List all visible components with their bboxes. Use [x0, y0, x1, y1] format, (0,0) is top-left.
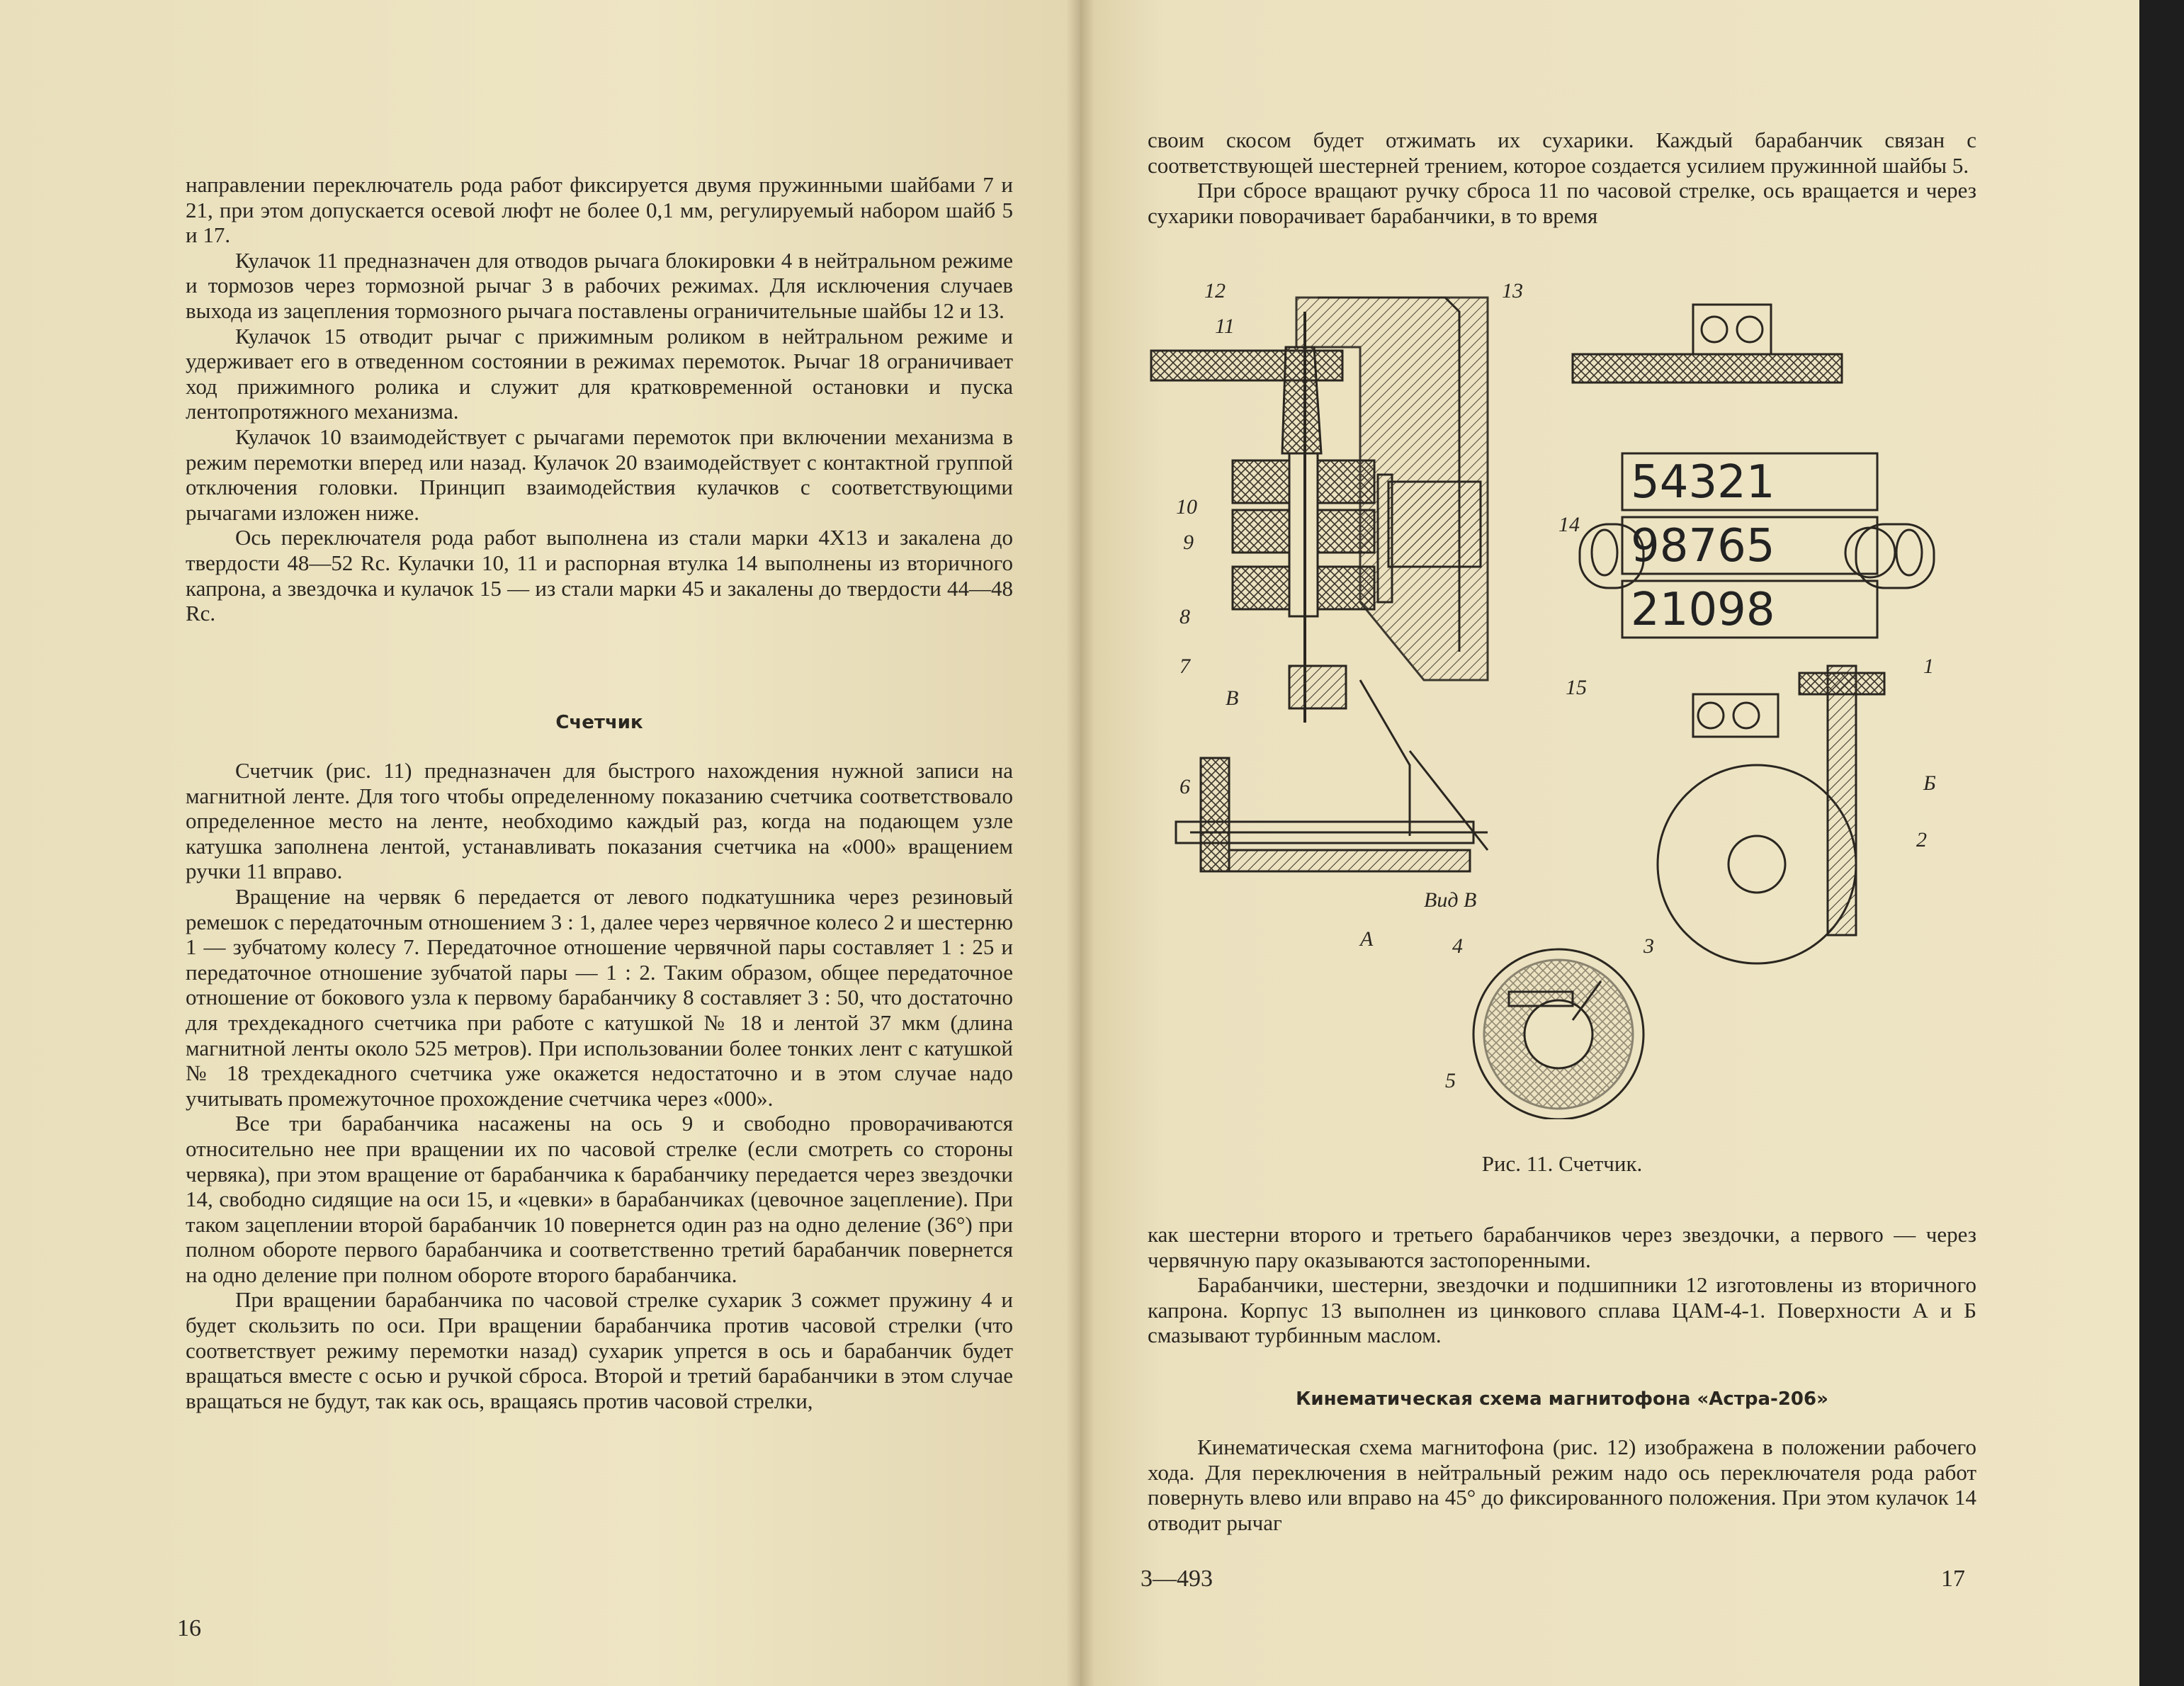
figure-caption: Рис. 11. Счетчик.: [1481, 1151, 1643, 1176]
label-1: 1: [1923, 655, 1934, 678]
paragraph: Все три барабанчика насажены на ось 9 и свободно проворачиваются относительно нее при вращении их по часовой стрелке (если смотреть со стороны червяка), при этом вращение от барабанчика к барабанчику передается через звездочки 14, свободно сидящие на оси 15, и «цевки» в барабанчиках (цевочное зацепление). При таком зацеплении второй барабанчик 10 повернется один раз на одно деление (36°) при полном обороте первого барабанчика и соответственно третий барабанчик повернется на одно деление при полном обороте второго барабанчика.: [186, 1111, 1013, 1287]
right-text-middle: [1148, 1222, 1976, 1348]
left-text-bottom: [186, 758, 1013, 1413]
counter-figure: [1148, 269, 1976, 1119]
paragraph: Ось переключателя рода работ выполнена из стали марки 4Х13 и закалена до твердости 48—52 Rc. Кулачки 10, 11 и распорная втулка 14 выполнены из вторичного капрона, а звездочка и кулачок 15 — из стали марки 45 и закалены до твердости 44—48 Rc.: [186, 525, 1013, 626]
paragraph: При вращении барабанчика по часовой стрелке сухарик 3 сожмет пружину 4 и будет скользить по оси. При вращении барабанчика против часовой стрелки (что соответствует режиму перемотки назад) сухарик упрется в ось и барабанчик будет вращаться вместе с осью и ручкой сброса. Второй и третий барабанчики в этом случае вращаться не будут, так как ось, вращаясь против часовой стрелки,: [186, 1287, 1013, 1413]
paragraph: как шестерни второго и третьего барабанчиков через звездочки, а первого — через червячную пару оказываются застопоренными.: [1148, 1222, 1976, 1272]
label-11: 11: [1215, 315, 1235, 338]
paragraph: Кулачок 10 взаимодействует с рычагами перемоток при включении механизма в режим перемотки вперед или назад. Кулачок 20 взаимодействует с контактной группой отключения головки. Принцип взаимодействия кулачков с соответствующими рычагами изложен ниже.: [186, 424, 1013, 525]
paragraph: Кулачок 11 предназначен для отводов рычага блокировки 4 в нейтральном режиме и тормозов через тормозной рычаг 3 в рабочих режимах. Для исключения случаев выхода из зацепления тормозного рычага поставлены ограничительные шайбы 12 и 13.: [186, 247, 1013, 323]
paragraph: Кинематическая схема магнитофона (рис. 12) изображена в положении рабочего хода. Для переключения в нейтральный режим надо ось переключателя рода работ повернуть влево или вправо на 45° до фиксированного положения. При этом кулачок 14 отводит рычаг: [1148, 1435, 1976, 1535]
paragraph: своим скосом будет отжимать их сухарики. Каждый барабанчик связан с соответствующей шестерней трением, которое создается усилием пружинной шайбы 5.: [1148, 128, 1976, 178]
counter-row-2: 98765: [1631, 520, 1775, 572]
label-15: 15: [1566, 676, 1587, 699]
label-b: Б: [1923, 771, 1936, 795]
right-text-end: [1148, 1435, 1976, 1535]
paragraph: Барабанчики, шестерни, звездочки и подшипники 12 изготовлены из вторичного капрона. Корпус 13 выполнен из цинкового сплава ЦАМ-4-1. Поверхности А и Б смазывают турбинным маслом.: [1148, 1272, 1976, 1348]
scan-edge: [2139, 0, 2184, 1686]
counter-digits: [1631, 456, 1775, 636]
section-heading-counter: Счетчик: [555, 712, 643, 733]
label-5: 5: [1445, 1069, 1456, 1092]
signature-mark: 3—493: [1141, 1566, 1213, 1592]
page-number-left: 16: [177, 1615, 201, 1641]
section-view: [1151, 298, 1488, 871]
right-text-top: [1148, 128, 1976, 228]
label-7: 7: [1179, 655, 1190, 678]
paragraph: Кулачок 15 отводит рычаг с прижимным роликом в нейтральном режиме и удерживает его в отведенном состоянии в режимах перемоток. Рычаг 18 ограничивает ход прижимного ролика и служит для кратковременной остановки и пуска лентопротяжного механизма.: [186, 323, 1013, 424]
paragraph: Вращение на червяк 6 передается от левого подкатушника через резиновый ремешок с передаточным отношением 3 : 1, далее через червячное колесо 2 и шестерню 1 — зубчатому колесу 7. Передаточное отношение червячной пары составляет 1 : 25 и передаточное отношение зубчатой пары — 1 : 2. Таким образом, общее передаточное отношение от бокового узла к первому барабанчику 8 составляет 3 : 50, что достаточно для трехдекадного счетчика при работе с катушкой № 18 и лентой 37 мкм (длина магнитной ленты около 525 метров). При использовании более тонких лент с катушкой № 18 трехдекадного счетчика уже окажется недостаточно и в этом случае надо учитывать промежуточное прохождение счетчика через «000».: [186, 883, 1013, 1111]
label-a: А: [1360, 927, 1374, 951]
label-13: 13: [1502, 279, 1523, 302]
view-b-label: Вид В: [1424, 888, 1477, 912]
label-2: 2: [1916, 828, 1927, 852]
label-10: 10: [1176, 495, 1197, 519]
paragraph: При сбросе вращают ручку сброса 11 по часовой стрелке, ось вращается и через сухарики поворачивает барабанчики, в то время: [1148, 178, 1976, 228]
label-12: 12: [1204, 279, 1226, 302]
label-3: 3: [1643, 934, 1654, 958]
label-6: 6: [1179, 775, 1190, 798]
page-number-right: 17: [1941, 1566, 1965, 1592]
counter-row-1: 54321: [1631, 456, 1775, 509]
left-text-top: [186, 172, 1013, 626]
front-labels: [1916, 655, 1936, 852]
view-b-detail: [1473, 949, 1643, 1119]
paragraph: направлении переключатель рода работ фиксируется двумя пружинными шайбами 7 и 21, при этом допускается осевой люфт не более 0,1 мм, регулируемый набором шайб 5 и 17.: [186, 172, 1013, 248]
label-4: 4: [1452, 934, 1463, 958]
label-9: 9: [1183, 531, 1194, 554]
label-v: В: [1226, 686, 1239, 710]
label-8: 8: [1179, 605, 1190, 628]
gutter: [1066, 0, 1094, 1686]
paragraph: Счетчик (рис. 11) предназначен для быстрого нахождения нужной записи на магнитной ленте. Для того чтобы определенному показанию счетчика соответствовало определенное место на ленте, необходимо каждый раз, когда на подающем узле катушка заполнена лентой, устанавливать показания счетчика на «000» вращением ручки 11 вправо.: [186, 758, 1013, 884]
counter-row-3: 21098: [1631, 584, 1775, 636]
label-14: 14: [1558, 513, 1580, 536]
section-heading-kinematic: Кинематическая схема магнитофона «Астра-206»: [1296, 1388, 1828, 1410]
